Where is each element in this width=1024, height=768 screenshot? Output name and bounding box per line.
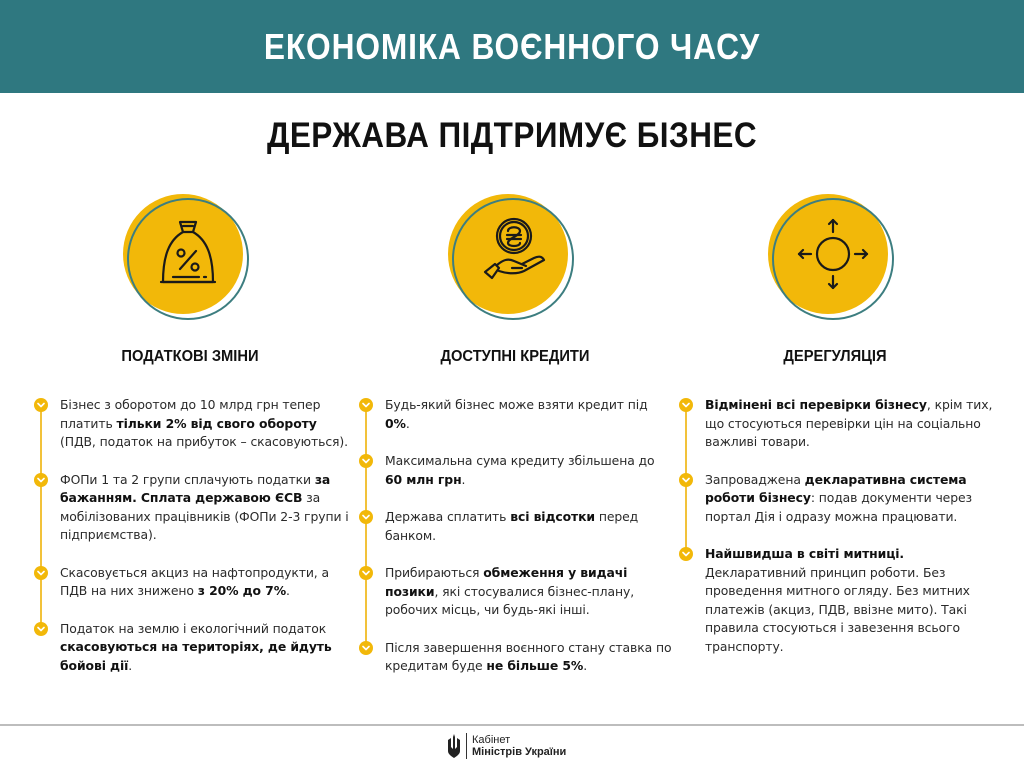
hand-hryvnia-coin-icon — [468, 208, 558, 298]
deregulation-icon-badge — [760, 188, 910, 318]
chevron-bullet-icon — [34, 622, 48, 636]
bullet-item — [355, 639, 675, 676]
column-heading: ДЕРЕГУЛЯЦІЯ — [783, 348, 887, 365]
bullet-item — [675, 396, 995, 452]
bullet-item — [355, 452, 675, 489]
bullet-text: Бізнес з оборотом до 10 млрд грн тепер платить тільки 2% від свого обороту (ПДВ, податок на прибуток – скасовуються). — [60, 397, 348, 449]
bullet-item — [355, 508, 675, 545]
banner-title: ЕКОНОМІКА ВОЄННОГО ЧАСУ — [263, 25, 761, 67]
bullet-item — [30, 471, 350, 545]
bullet-text: Будь-який бізнес може взяти кредит під 0%. — [385, 397, 648, 431]
bullet-text: Найшвидша в світі митниці. Декларативний принцип роботи. Без проведення митного огляду. Без митних платежів (акциз, ПДВ, ввізне мито). Такі правила стосуються і завезення всього транспорту. — [705, 546, 970, 654]
money-bag-percent-icon — [143, 208, 233, 298]
logo-line-2: Міністрів України — [472, 746, 567, 758]
trident-emblem-icon — [447, 734, 461, 758]
bullet-text: Прибираються обмеження у видачі позики, які стосувалися бізнес-плану, робочих місць, чи будь-які інші. — [385, 565, 635, 617]
page-title: ДЕРЖАВА ПІДТРИМУЄ БІЗНЕС — [266, 116, 758, 155]
chevron-bullet-icon — [359, 398, 373, 412]
cabinet-of-ministers-logo — [447, 733, 566, 759]
column-heading: ПОДАТКОВІ ЗМІНИ — [121, 348, 259, 365]
tax-icon-badge — [115, 188, 265, 318]
column-tax-changes — [30, 188, 350, 673]
column-deregulation — [675, 188, 995, 654]
bullet-text: Максимальна сума кредиту збільшена до 60 млн грн. — [385, 453, 655, 487]
bullet-item — [30, 620, 350, 676]
column-heading: ДОСТУПНІ КРЕДИТИ — [440, 348, 590, 365]
bullet-item — [30, 564, 350, 601]
chevron-bullet-icon — [34, 398, 48, 412]
bullet-item — [675, 545, 995, 656]
timeline-list — [675, 396, 995, 675]
chevron-bullet-icon — [679, 473, 693, 487]
bullet-text: Запроваджена декларативна система роботи бізнесу: подав документи через портал Дія і одразу можна працювати. — [705, 471, 972, 524]
chevron-bullet-icon — [359, 510, 373, 524]
bullet-text: Держава сплатить всі відсотки перед банком. — [385, 509, 639, 543]
bullet-text: Податок на землю і екологічний податок скасовуються на територіях, де йдуть бойові дії. — [60, 620, 332, 673]
timeline-list — [30, 396, 350, 694]
chevron-bullet-icon — [34, 566, 48, 580]
chevron-bullet-icon — [34, 473, 48, 487]
chevron-bullet-icon — [359, 566, 373, 580]
bullet-text: Скасовується акциз на нафтопродукти, а ПДВ на них знижено з 20% до 7%. — [60, 564, 329, 598]
chevron-bullet-icon — [359, 454, 373, 468]
bullet-text: ФОПи 1 та 2 групи сплачують податки за бажанням. Сплата державою ЄСВ за мобілізованих працівників (ФОПи 2-3 групи і підприємства). — [60, 471, 349, 542]
chevron-bullet-icon — [359, 641, 373, 655]
top-banner — [0, 0, 1024, 93]
footer-divider — [0, 724, 1024, 726]
credit-icon-badge — [440, 188, 590, 318]
chevron-bullet-icon — [679, 547, 693, 561]
circle-four-arrows-icon — [788, 208, 878, 298]
bullet-item — [675, 471, 995, 527]
logo-line-1: Кабінет — [472, 734, 511, 746]
bullet-item — [30, 396, 350, 452]
bullet-text: Відмінені всі перевірки бізнесу, крім тих, що стосуються перевірки цін на соціально важливі товари. — [705, 397, 993, 449]
chevron-bullet-icon — [679, 398, 693, 412]
column-credits — [355, 188, 675, 673]
timeline-list — [355, 396, 675, 695]
bullet-item — [355, 396, 675, 433]
bullet-text: Після завершення воєнного стану ставка по кредитам буде не більше 5%. — [385, 639, 672, 673]
bullet-item — [355, 564, 675, 620]
